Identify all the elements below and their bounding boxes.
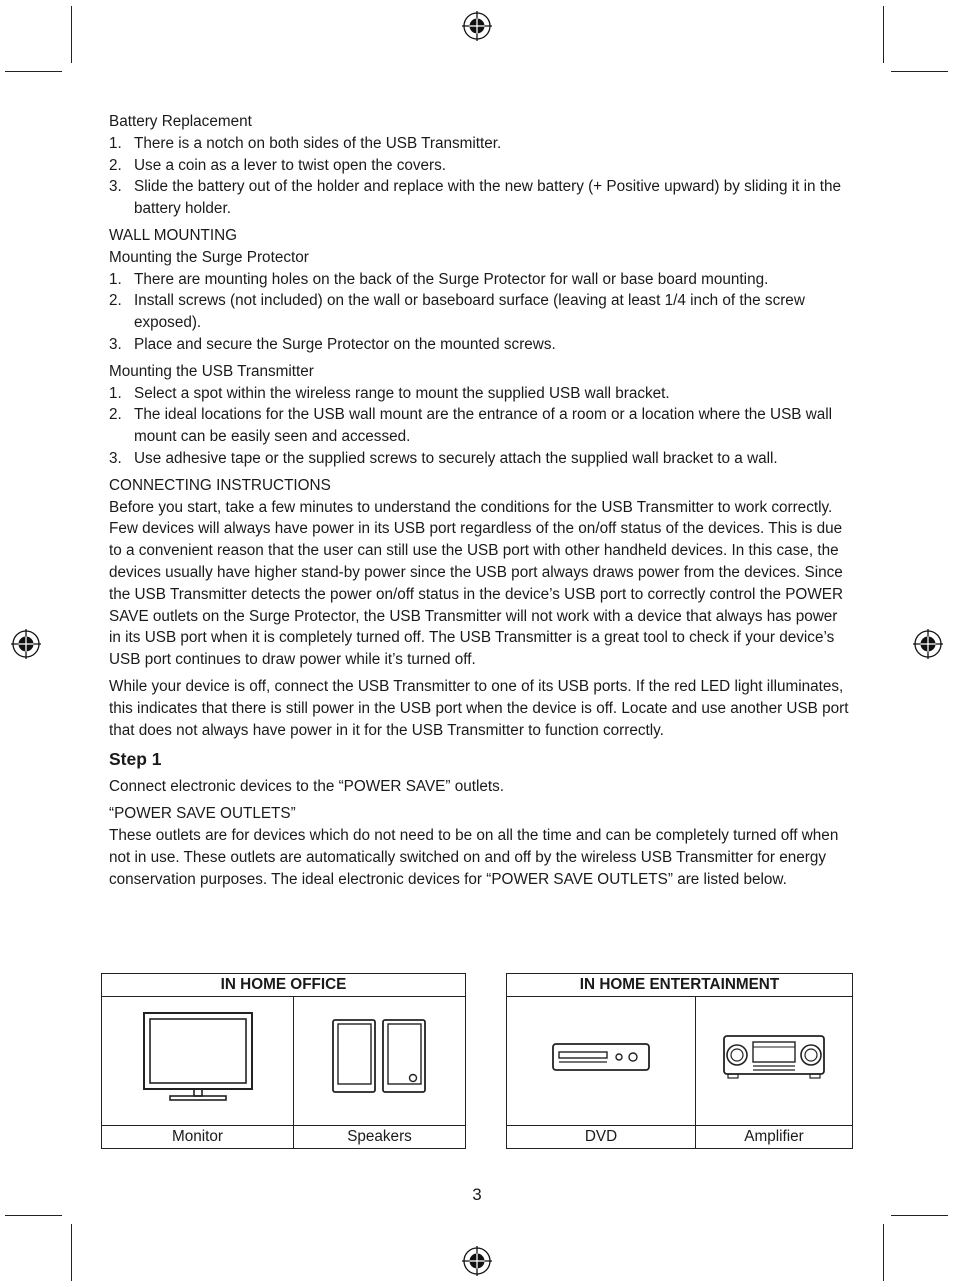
table-cell: [696, 996, 853, 1125]
list-item: [109, 290, 849, 334]
page-number: 3: [472, 1185, 482, 1204]
list-number: 2.: [109, 292, 122, 310]
list-text: There is a notch on both sides of the USB Transmitter.: [134, 134, 502, 152]
list-text: Select a spot within the wireless range to mount the supplied USB wall bracket.: [134, 384, 670, 402]
connecting-heading: CONNECTING INSTRUCTIONS: [109, 476, 331, 494]
table-cell: [294, 996, 466, 1125]
step-title: Step 1: [109, 749, 162, 770]
list-item: [109, 133, 849, 155]
usb-mounting-heading: Mounting the USB Transmitter: [109, 362, 314, 380]
battery-steps-list: [109, 133, 849, 220]
registration-mark-icon: [10, 628, 42, 660]
table-cell: [102, 996, 294, 1125]
crop-mark: [71, 1224, 72, 1281]
list-number: 1.: [109, 134, 122, 152]
list-item: [109, 155, 849, 177]
list-item: [109, 448, 849, 470]
registration-mark-icon: [461, 10, 493, 42]
connecting-paragraph: Before you start, take a few minutes to understand the conditions for the USB Transmitter to work correctly. Few devices will always have power in its USB port regardless of the on/off status of the devices. This is due to a convenient reason that the user can still use the USB port with other handheld devices. In this case, the devices usually have higher stand-by power since the USB port always draws power from the devices. Since the USB Transmitter detects the power on/off status in the device’s USB port to correctly control the POWER SAVE outlets on the Surge Protector, the USB Transmitter will not work with a device that always has power in its USB port when it is completely turned off. The USB Transmitter is a great tool to check if your device’s USB port continues to draw power while it’s turned off.: [109, 498, 844, 669]
crop-mark: [883, 1224, 884, 1281]
crop-mark: [5, 71, 62, 72]
list-item: [109, 176, 849, 220]
usb-mounting-list: [109, 383, 849, 470]
list-item: [109, 269, 849, 291]
list-number: 3.: [109, 449, 122, 467]
monitor-icon: [141, 1011, 255, 1103]
step-text: Connect electronic devices to the “POWER SAVE” outlets.: [109, 778, 505, 796]
list-number: 1.: [109, 270, 122, 288]
battery-heading: Battery Replacement: [109, 113, 252, 130]
list-number: 2.: [109, 406, 122, 424]
list-text: The ideal locations for the USB wall mount are the entrance of a room or a location where the USB wall mount can be easily seen and accessed.: [134, 406, 833, 446]
crop-mark: [883, 6, 884, 63]
registration-mark-icon: [912, 628, 944, 660]
list-number: 3.: [109, 335, 122, 353]
crop-mark: [5, 1215, 62, 1216]
table-cell-label: Speakers: [294, 1125, 466, 1148]
list-item: [109, 383, 849, 405]
table-cell: [507, 996, 696, 1125]
registration-mark-icon: [461, 1245, 493, 1277]
crop-mark: [891, 1215, 948, 1216]
surge-mounting-list: [109, 269, 849, 356]
surge-mounting-heading: Mounting the Surge Protector: [109, 248, 309, 266]
list-item: [109, 334, 849, 356]
list-text: Use adhesive tape or the supplied screws to securely attach the supplied wall bracket to a wall.: [134, 449, 778, 467]
page-content: [109, 111, 849, 890]
wall-mounting-heading: WALL MOUNTING: [109, 226, 238, 244]
amplifier-icon: [722, 1034, 826, 1080]
connecting-paragraph: While your device is off, connect the USB Transmitter to one of its USB ports. If the red LED light illuminates, this indicates that there is still power in the USB port when the device is off. Locate and use another USB port that does not always have power in it for the USB Transmitter to function correctly.: [109, 677, 849, 739]
list-text: There are mounting holes on the back of the Surge Protector for wall or base board mounting.: [134, 270, 769, 288]
list-text: Install screws (not included) on the wall or baseboard surface (leaving at least 1/4 inch of the screw exposed).: [134, 292, 805, 332]
table-header: IN HOME ENTERTAINMENT: [507, 974, 853, 997]
crop-mark: [71, 6, 72, 63]
list-text: Place and secure the Surge Protector on the mounted screws.: [134, 335, 556, 353]
outlets-paragraph: These outlets are for devices which do not need to be on all the time and can be completely turned off when not in use. These outlets are automatically switched on and off by the wireless USB Transmitter for energy conservation purposes. The ideal electronic devices for “POWER SAVE OUTLETS” are listed below.: [109, 826, 839, 888]
outlets-heading: “POWER SAVE OUTLETS”: [109, 805, 296, 823]
list-number: 1.: [109, 384, 122, 402]
list-item: [109, 404, 849, 448]
speakers-icon: [331, 1018, 429, 1096]
table-cell-label: Amplifier: [696, 1125, 853, 1148]
home-entertainment-table: [506, 973, 853, 1149]
table-cell-label: DVD: [507, 1125, 696, 1148]
crop-mark: [891, 71, 948, 72]
table-header: IN HOME OFFICE: [102, 974, 466, 997]
list-number: 2.: [109, 156, 122, 174]
list-text: Use a coin as a lever to twist open the covers.: [134, 156, 447, 174]
dvd-player-icon: [551, 1042, 651, 1072]
list-text: Slide the battery out of the holder and replace with the new battery (+ Positive upward) by sliding it in the battery holder.: [134, 178, 842, 218]
home-office-table: [101, 973, 466, 1149]
list-number: 3.: [109, 178, 122, 196]
table-cell-label: Monitor: [102, 1125, 294, 1148]
